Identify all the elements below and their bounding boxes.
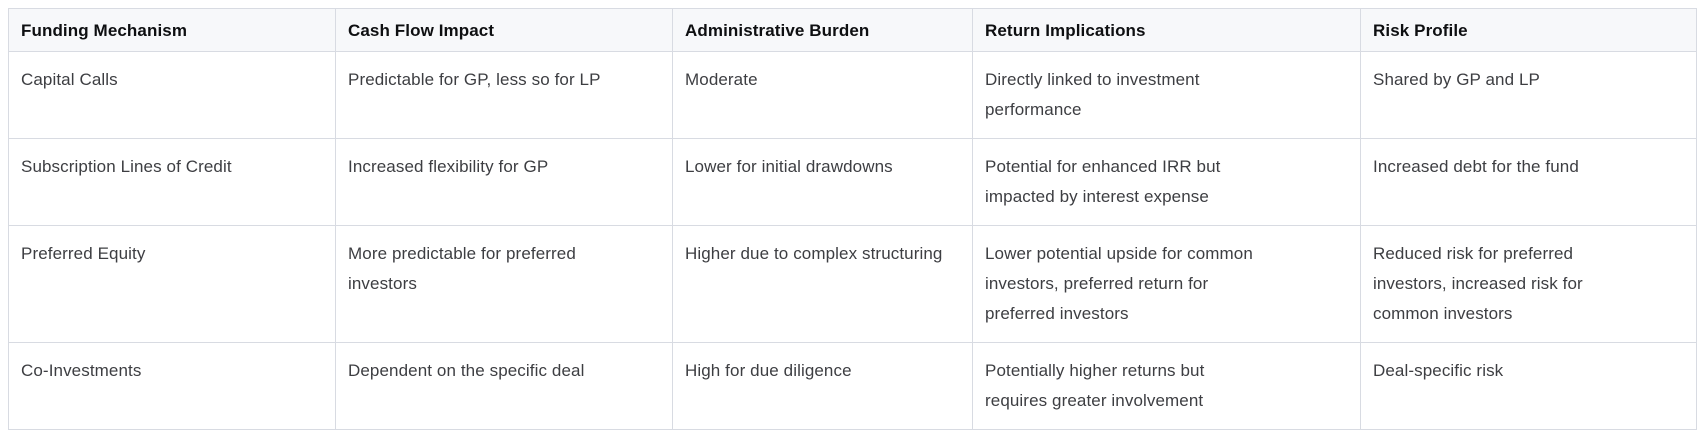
- cell-text: More predictable for preferred investors: [348, 244, 576, 293]
- cell-text: Higher due to complex structuring: [685, 244, 943, 263]
- cell-administrative-burden: [673, 139, 973, 226]
- table-row-co-investments: [9, 343, 1697, 430]
- header-cell-funding-mechanism: Funding Mechanism: [9, 9, 336, 52]
- cell-funding-mechanism: [9, 52, 336, 139]
- cell-cash-flow-impact: [336, 139, 673, 226]
- cell-text: Preferred Equity: [21, 244, 146, 263]
- table-header: [9, 9, 1697, 52]
- cell-text: Increased flexibility for GP: [348, 157, 549, 176]
- cell-text: Predictable for GP, less so for LP: [348, 70, 601, 89]
- header-cell-administrative-burden: Administrative Burden: [673, 9, 973, 52]
- cell-text: Shared by GP and LP: [1373, 70, 1540, 89]
- cell-cash-flow-impact: [336, 343, 673, 430]
- cell-text: Deal-specific risk: [1373, 361, 1504, 380]
- header-cell-risk-profile: Risk Profile: [1361, 9, 1697, 52]
- cell-text: Moderate: [685, 70, 758, 89]
- cell-risk-profile: [1361, 139, 1697, 226]
- cell-administrative-burden: [673, 343, 973, 430]
- cell-funding-mechanism: [9, 226, 336, 343]
- table-row-subscription-lines: [9, 139, 1697, 226]
- cell-risk-profile: [1361, 343, 1697, 430]
- cell-text: Lower potential upside for common investors, preferred return for preferred investors: [985, 244, 1253, 323]
- cell-text: Increased debt for the fund: [1373, 157, 1579, 176]
- cell-text: Reduced risk for preferred investors, increased risk for common investors: [1373, 244, 1583, 323]
- cell-text: Potential for enhanced IRR but impacted by interest expense: [985, 157, 1221, 206]
- cell-return-implications: [973, 343, 1361, 430]
- cell-cash-flow-impact: [336, 226, 673, 343]
- table-body: [9, 52, 1697, 430]
- cell-funding-mechanism: [9, 343, 336, 430]
- header-cell-return-implications: Return Implications: [973, 9, 1361, 52]
- cell-text: Potentially higher returns but requires greater involvement: [985, 361, 1205, 410]
- cell-return-implications: [973, 226, 1361, 343]
- cell-text: Directly linked to investment performance: [985, 70, 1200, 119]
- cell-text: Dependent on the specific deal: [348, 361, 585, 380]
- table-row-preferred-equity: [9, 226, 1697, 343]
- cell-risk-profile: [1361, 226, 1697, 343]
- cell-return-implications: [973, 139, 1361, 226]
- funding-mechanisms-table: [8, 8, 1697, 430]
- cell-return-implications: [973, 52, 1361, 139]
- cell-administrative-burden: [673, 226, 973, 343]
- cell-cash-flow-impact: [336, 52, 673, 139]
- cell-administrative-burden: [673, 52, 973, 139]
- cell-text: Co-Investments: [21, 361, 142, 380]
- cell-risk-profile: [1361, 52, 1697, 139]
- cell-text: Lower for initial drawdowns: [685, 157, 893, 176]
- table-row-capital-calls: [9, 52, 1697, 139]
- header-row: [9, 9, 1697, 52]
- cell-text: High for due diligence: [685, 361, 852, 380]
- cell-text: Capital Calls: [21, 70, 118, 89]
- cell-text: Subscription Lines of Credit: [21, 157, 232, 176]
- cell-funding-mechanism: [9, 139, 336, 226]
- header-cell-cash-flow-impact: Cash Flow Impact: [336, 9, 673, 52]
